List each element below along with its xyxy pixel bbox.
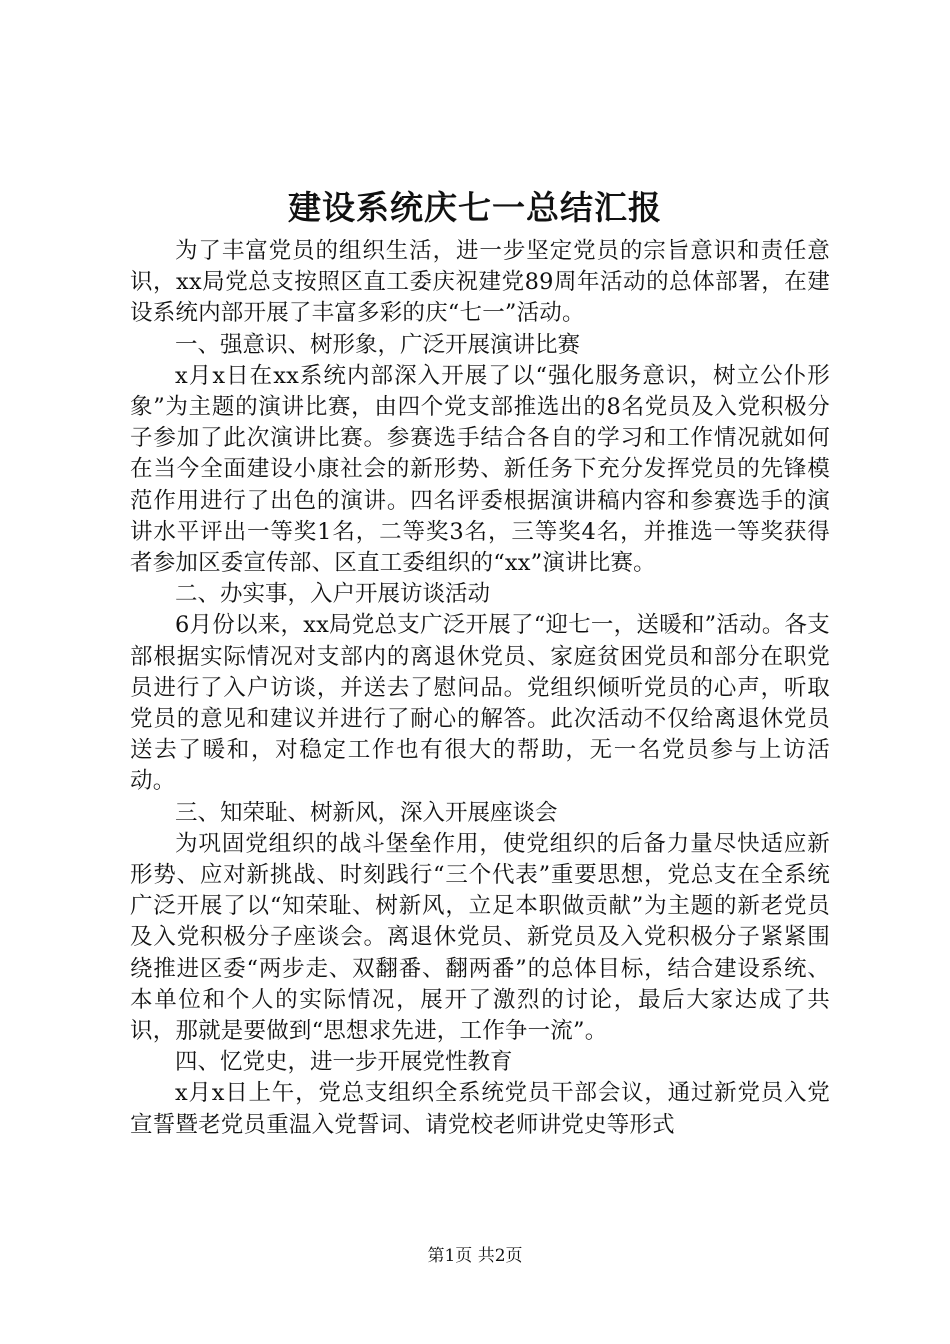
page-footer: 第1页 共2页 [427, 1246, 523, 1266]
section-heading-4: 四、忆党史，进一步开展党性教育 [175, 1049, 513, 1076]
document-title: 建设系统庆七一总结汇报 [288, 188, 662, 227]
section-heading-3: 三、知荣耻、树新风，深入开展座谈会 [175, 799, 558, 826]
section-paragraph-4: x月x日上午，党总支组织全系统党员干部会议，通过新党员入党宣誓暨老党员重温入党誓词、请党校老师讲党史等形式 [130, 1080, 830, 1138]
section-heading-1: 一、强意识、树形象，广泛开展演讲比赛 [175, 331, 581, 358]
section-paragraph-1: x月x日在xx系统内部深入开展了以“强化服务意识，树立公仆形象”为主题的演讲比赛，由四个党支部推选出的8名党员及入党积极分子参加了此次演讲比赛。参赛选手结合各自的学习和工作情况就如何在当今全面建设小康社会的新形势、新任务下充分发挥党员的先锋模范作用进行了出色的演讲。四名评委根据演讲稿内容和参赛选手的演讲水平评出一等奖1名，二等奖3名，三等奖4名，并推选一等奖获得者参加区委宣传部、区直工委组织的“xx”演讲比赛。 [130, 362, 830, 577]
section-paragraph-3: 为巩固党组织的战斗堡垒作用，使党组织的后备力量尽快适应新形势、应对新挑战、时刻践行“三个代表”重要思想，党总支在全系统广泛开展了以“知荣耻、树新风，立足本职做贡献”为主题的新老党员及入党积极分子座谈会。离退休党员、新党员及入党积极分子紧紧围绕推进区委“两步走、双翻番、翻两番”的总体目标，结合建设系统、本单位和个人的实际情况，展开了激烈的讨论，最后大家达成了共识，那就是要做到“思想求先进，工作争一流”。 [130, 830, 830, 1045]
section-heading-2: 二、办实事，入户开展访谈活动 [175, 581, 491, 608]
document-body [130, 236, 830, 1141]
intro-paragraph: 为了丰富党员的组织生活，进一步坚定党员的宗旨意识和责任意识，xx局党总支按照区直工委庆祝建党89周年活动的总体部署，在建设系统内部开展了丰富多彩的庆“七一”活动。 [130, 238, 830, 327]
section-paragraph-2: 6月份以来，xx局党总支广泛开展了“迎七一，送暖和”活动。各支部根据实际情况对支部内的离退休党员、家庭贫困党员和部分在职党员进行了入户访谈，并送去了慰问品。党组织倾听党员的心声，听取党员的意见和建议并进行了耐心的解答。此次活动不仅给离退休党员送去了暖和，对稳定工作也有很大的帮助，无一名党员参与上访活动。 [130, 612, 830, 795]
